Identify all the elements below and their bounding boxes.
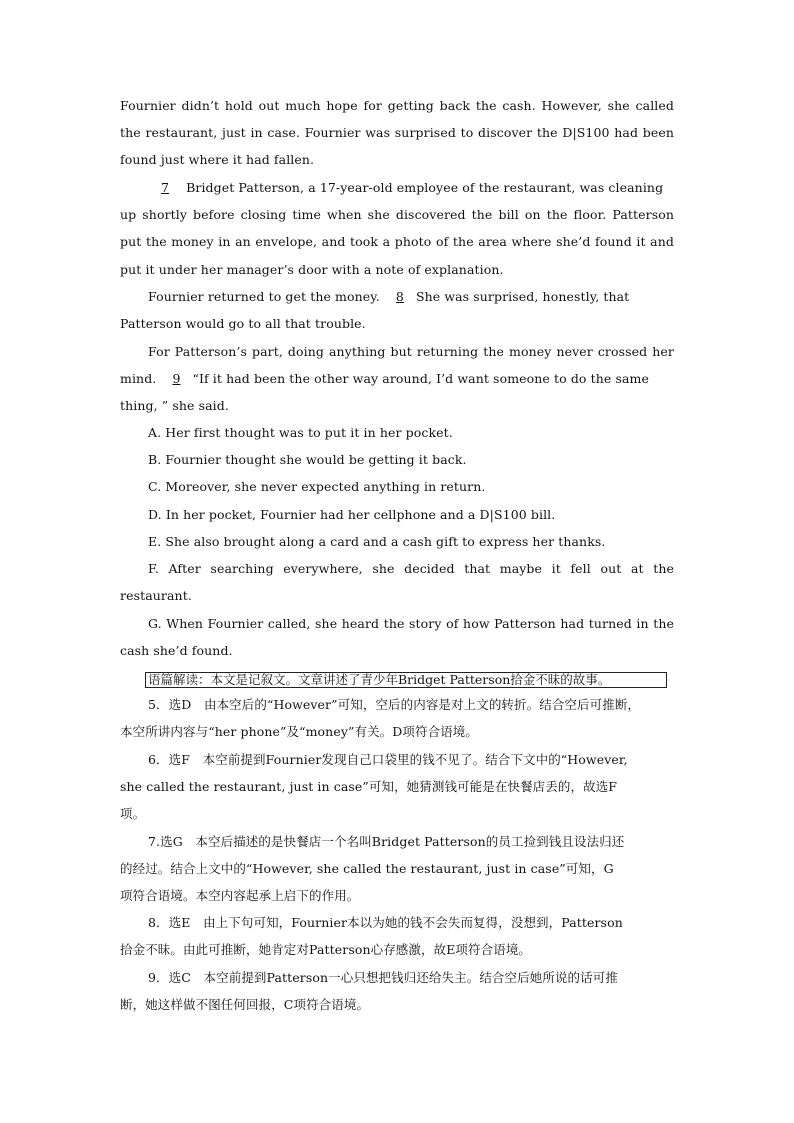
answer-5: 5．选D 由本空后的“However”可知，空后的内容是对上文的转折。结合空后可推断， — [148, 697, 641, 712]
answer-6: 6．选F 本空前提到Fournier发现自己口袋里的钱不见了。结合下文中的“However, — [148, 752, 628, 767]
passage-text: “If it had been the other way around, I’d want someone to do the same — [192, 371, 649, 386]
answer-9: 9．选C 本空前提到Patterson一心只想把钱归还给失主。结合空后她所说的话可推 — [148, 970, 618, 985]
answer-7-cont: 的经过。结合上文中的“However, she called the restaurant, just in case”可知，G — [120, 861, 614, 876]
passage-line: put it under her manager’s door with a note of explanation. — [120, 262, 504, 277]
option-e: E. She also brought along a card and a cash gift to express her thanks. — [148, 534, 606, 549]
passage-line: put the money in an envelope, and took a photo of the area where she’d found it and — [120, 234, 674, 249]
passage-text: Fournier returned to get the money. — [148, 289, 380, 304]
passage-line-q9 — [120, 371, 674, 387]
answer-7: 7.选G 本空后描述的是快餐店一个名叫Bridget Patterson的员工捡到钱且设法归还 — [148, 834, 625, 849]
answer-8-cont: 拾金不昧。由此可推断，她肯定对Patterson心存感激，故E项符合语境。 — [120, 942, 532, 957]
blank-9: 9 — [172, 371, 181, 386]
answer-7-cont: 项符合语境。本空内容起承上启下的作用。 — [120, 888, 360, 903]
passage-line: For Patterson’s part, doing anything but returning the money never crossed her — [148, 344, 674, 359]
option-g-cont: cash she’d found. — [120, 643, 233, 658]
passage-line: Fournier didn’t hold out much hope for getting back the cash. However, she called — [120, 98, 674, 113]
passage-line: up shortly before closing time when she discovered the bill on the floor. Patterson — [120, 207, 674, 222]
option-b: B. Fournier thought she would be getting it back. — [148, 452, 467, 467]
answer-6-cont: she called the restaurant, just in case”可知，她猜测钱可能是在快餐店丢的，故选F — [120, 779, 618, 794]
passage-line: found just where it had fallen. — [120, 152, 315, 167]
answer-5-cont: 本空所讲内容与“her phone”及“money”有关。D项符合语境。 — [120, 724, 478, 739]
answer-9-cont: 断，她这样做不图任何回报，C项符合语境。 — [120, 997, 370, 1012]
option-a: A. Her first thought was to put it in her pocket. — [148, 425, 453, 440]
answer-6-cont: 项。 — [120, 806, 146, 821]
passage-line-q8 — [148, 289, 674, 305]
blank-8: 8 — [395, 289, 404, 304]
option-f-cont: restaurant. — [120, 588, 192, 603]
passage-line: the restaurant, just in case. Fournier was surprised to discover the D|S100 had been — [120, 125, 674, 140]
passage-line: thing, ” she said. — [120, 398, 229, 413]
passage-text: She was surprised, honestly, that — [415, 289, 630, 304]
answer-8: 8．选E 由上下句可知，Fournier本以为她的钱不会失而复得，没想到，Patterson — [148, 915, 623, 930]
option-f: F. After searching everywhere, she decided that maybe it fell out at the — [148, 561, 674, 576]
reading-note-box: 语篇解读：本文是记叙文。文章讲述了青少年Bridget Patterson拾金不昧的故事。 — [145, 672, 667, 688]
option-d: D. In her pocket, Fournier had her cellphone and a D|S100 bill. — [148, 507, 556, 522]
option-g: G. When Fournier called, she heard the story of how Patterson had turned in the — [148, 616, 674, 631]
option-c: C. Moreover, she never expected anything in return. — [148, 479, 486, 494]
passage-text: Bridget Patterson, a 17-year-old employee of the restaurant, was cleaning — [186, 180, 664, 195]
passage-line-q7 — [148, 180, 674, 196]
passage-text: mind. — [120, 371, 157, 386]
blank-7: 7 — [160, 180, 170, 195]
passage-line: Patterson would go to all that trouble. — [120, 316, 366, 331]
